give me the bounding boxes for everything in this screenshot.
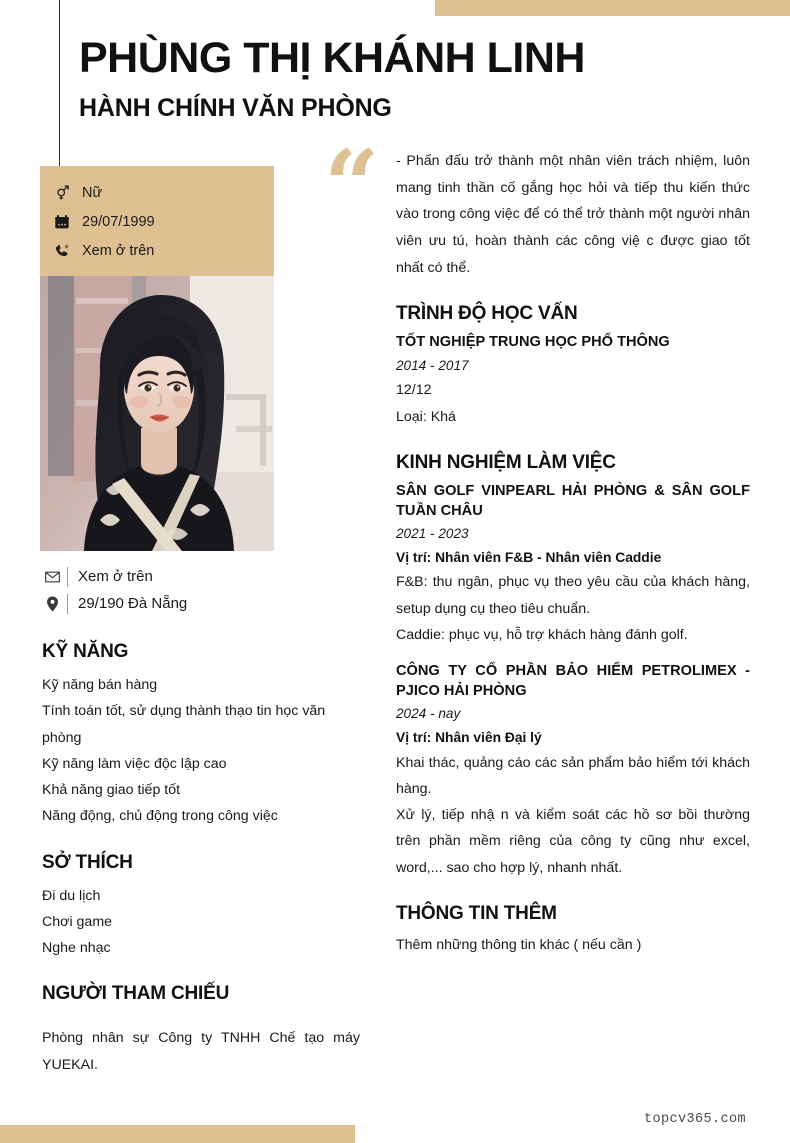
reference-heading: NGƯỜI THAM CHIẾU: [42, 983, 230, 1005]
experience-date: 2021 - 2023: [396, 526, 469, 542]
hobby-item: Chơi game: [42, 913, 113, 930]
info-row-gender: [40, 178, 274, 207]
experience-company: SÂN GOLF VINPEARL HẢI PHÒNG & SÂN GOLF TUẦN CHÂU: [396, 482, 750, 519]
hobby-item: Đi du lịch: [42, 887, 101, 904]
job-title: HÀNH CHÍNH VĂN PHÒNG: [79, 94, 392, 123]
skills-list: [40, 672, 340, 830]
contact-list: [40, 563, 340, 617]
experience-date: 2024 - nay: [396, 706, 461, 722]
info-row-phone: [40, 236, 274, 265]
contact-row-address: [40, 590, 340, 617]
experience-company: CÔNG TY CỔ PHẦN BẢO HIỂM PETROLIMEX - PJICO HẢI PHÒNG: [396, 663, 750, 700]
info-value-gender: Nữ: [82, 184, 103, 201]
experience-duty: Khai thác, quảng cáo các sản phẩm bảo hiểm tới khách hàng.: [396, 754, 750, 797]
additional-text: Thêm những thông tin khác ( nếu cần ): [396, 936, 642, 953]
education-date: 2014 - 2017: [396, 357, 469, 373]
intro-block: [324, 129, 750, 281]
reference-text: Phòng nhân sự Công ty TNHH Chế tạo máy YUEKAI.: [42, 1030, 360, 1073]
skill-item: Kỹ năng bán hàng: [42, 677, 158, 693]
contact-divider: [67, 567, 68, 587]
email-icon: [40, 571, 64, 583]
info-value-birthdate: 29/07/1999: [82, 213, 155, 230]
personal-info-box: [40, 166, 274, 276]
education-rank: Loại: Khá: [396, 408, 456, 425]
education-heading: TRÌNH ĐỘ HỌC VẤN: [396, 303, 578, 325]
skills-heading: KỸ NĂNG: [42, 641, 129, 662]
skill-item: Khả năng giao tiếp tốt: [42, 782, 181, 799]
experience-position: Vị trí: Nhân viên Đại lý: [396, 730, 542, 746]
candidate-photo: [40, 276, 274, 551]
calendar-icon: [54, 214, 78, 230]
additional-section: [396, 903, 750, 958]
left-column: [40, 166, 360, 1078]
gender-icon: [54, 184, 78, 201]
experience-duty: Caddie: phục vụ, hỗ trợ khách hàng đánh golf.: [396, 626, 688, 643]
hobbies-heading: SỞ THÍCH: [42, 851, 133, 873]
experience-entry: [396, 661, 750, 881]
bottom-accent-bar: [0, 1125, 355, 1143]
experience-heading: KINH NGHIỆM LÀM VIỆC: [396, 451, 616, 473]
skill-item: Kỹ năng làm việc độc lập cao: [42, 755, 227, 772]
skill-item: Năng động, chủ động trong công việc: [42, 808, 278, 825]
experience-entry: [396, 481, 750, 648]
education-section: [396, 303, 750, 429]
location-icon: [40, 596, 64, 612]
intro-text: - Phấn đấu trở thành một nhân viên trách nhiệm, luôn mang tinh thần cố gắng học hỏi và tiếp thu kiến thức vào trong công việc để có thể trở thành một người nhân viên ưu tú, hoàn thành các công việ c được giao tốt nhất có thể.: [396, 153, 750, 276]
right-column: [324, 129, 750, 958]
hobbies-list: [40, 883, 340, 962]
experience-duty: Xử lý, tiếp nhậ n và kiểm soát các hồ sơ bồi thường trên phần mềm riêng của công ty cũng như excel, word,... sao cho hợp lý, nhanh nhất.: [396, 807, 750, 876]
info-value-phone: Xem ở trên: [82, 242, 155, 259]
contact-divider: [67, 594, 68, 614]
contact-value-email: Xem ở trên: [78, 568, 153, 585]
additional-heading: THÔNG TIN THÊM: [396, 902, 557, 924]
education-grade: 12/12: [396, 382, 432, 399]
education-school: TỐT NGHIỆP TRUNG HỌC PHỔ THÔNG: [396, 334, 670, 351]
header: [79, 36, 699, 123]
candidate-name: PHÙNG THỊ KHÁNH LINH: [79, 34, 585, 82]
info-row-birthdate: [40, 207, 274, 236]
experience-duty: F&B: thu ngân, phục vụ theo yêu cầu của khách hàng, setup dụng cụ theo tiêu chuẩn.: [396, 574, 750, 617]
quote-icon: “: [324, 129, 380, 242]
contact-value-address: 29/190 Đà Nẵng: [78, 595, 188, 612]
experience-section: [396, 452, 750, 881]
header-vertical-rule: [59, 0, 60, 166]
contact-row-email: [40, 563, 340, 590]
skill-item: Tính toán tốt, sử dụng thành thạo tin học văn phòng: [42, 703, 326, 746]
watermark: topcv365.com: [643, 1112, 746, 1127]
hobby-item: Nghe nhạc: [42, 940, 111, 957]
top-accent-bar: [435, 0, 790, 16]
phone-icon: [54, 243, 78, 259]
experience-position: Vị trí: Nhân viên F&B - Nhân viên Caddie: [396, 549, 662, 565]
